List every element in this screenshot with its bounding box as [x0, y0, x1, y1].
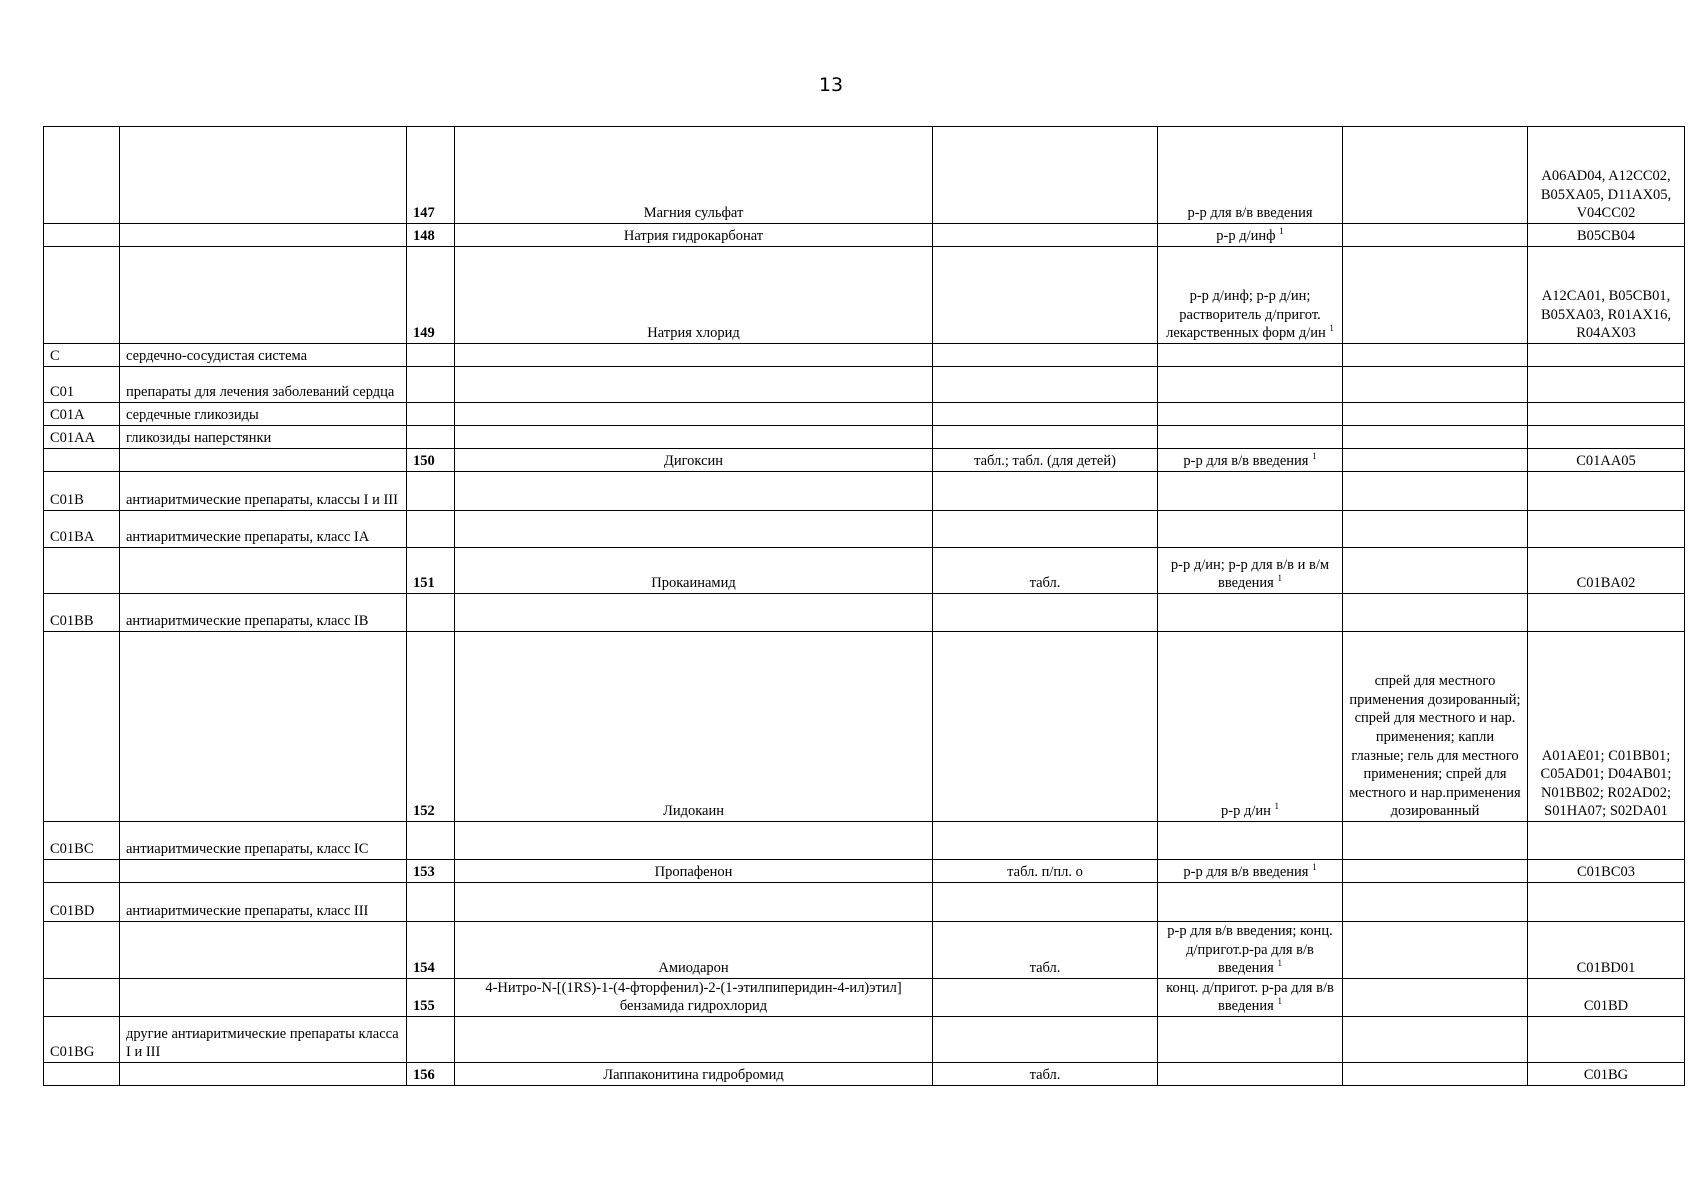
- drug-name: [455, 1062, 933, 1085]
- atc-group-code: [44, 449, 120, 472]
- atc-group-code: [44, 403, 120, 426]
- injection-forms-text: р-р для в/в введения: [1183, 453, 1309, 470]
- injection-forms-text: р-р д/инф; р-р д/ин; растворитель д/пригот. лекарственных форм д/ин: [1166, 288, 1326, 342]
- other-forms: [1343, 922, 1528, 979]
- atc-code: [1528, 860, 1685, 883]
- item-number-text: 151: [413, 575, 435, 592]
- item-number: [407, 403, 455, 426]
- item-number: [407, 632, 455, 822]
- atc-group-code: [44, 594, 120, 632]
- drug-name-text: 4-Нитро-N-[(1RS)-1-(4-фторфенил)-2-(1-этилпиперидин-4-ил)этил] бензамида гидрохлорид: [485, 979, 902, 1015]
- atc-group-name: [120, 632, 407, 822]
- atc-code: [1528, 548, 1685, 594]
- oral-forms: [933, 883, 1158, 922]
- item-number: [407, 449, 455, 472]
- injection-forms: [1158, 472, 1343, 511]
- item-number-text: 148: [413, 228, 435, 245]
- injection-forms: [1158, 127, 1343, 224]
- table-row: [44, 548, 1685, 594]
- atc-group-code: [44, 1062, 120, 1085]
- item-number: [407, 344, 455, 367]
- atc-group-name: [120, 472, 407, 511]
- injection-forms-text: р-р д/ин: [1220, 803, 1271, 820]
- footnote-marker: 1: [1277, 996, 1282, 1007]
- other-forms: [1343, 472, 1528, 511]
- oral-forms: [933, 1062, 1158, 1085]
- atc-group-name-text: препараты для лечения заболеваний сердца: [126, 384, 395, 401]
- atc-group-name: [120, 1062, 407, 1085]
- atc-group-code: [44, 224, 120, 247]
- atc-group-code: [44, 247, 120, 344]
- item-number-text: 156: [413, 1067, 435, 1084]
- atc-code: [1528, 224, 1685, 247]
- drug-name: [455, 224, 933, 247]
- drug-name: [455, 594, 933, 632]
- item-number: [407, 127, 455, 224]
- drug-name-text: Амиодарон: [658, 960, 729, 977]
- atc-group-name: [120, 449, 407, 472]
- oral-forms: [933, 472, 1158, 511]
- atc-group-code-text: C01AA: [50, 430, 96, 447]
- footnote-marker: 1: [1312, 862, 1317, 873]
- atc-group-name-text: антиаритмические препараты, класс IA: [126, 529, 370, 546]
- atc-group-name: [120, 344, 407, 367]
- item-number: [407, 860, 455, 883]
- atc-code-text: B05CB04: [1576, 228, 1635, 245]
- injection-forms: [1158, 403, 1343, 426]
- other-forms: [1343, 449, 1528, 472]
- atc-group-code-text: C01BB: [50, 613, 94, 630]
- atc-code-text: C01BG: [1583, 1067, 1629, 1084]
- item-number-text: 152: [413, 803, 435, 820]
- atc-group-code: [44, 632, 120, 822]
- atc-code: [1528, 127, 1685, 224]
- table-row: [44, 127, 1685, 224]
- item-number: [407, 883, 455, 922]
- atc-code: [1528, 594, 1685, 632]
- table-row: [44, 632, 1685, 822]
- atc-code: [1528, 247, 1685, 344]
- oral-forms: [933, 247, 1158, 344]
- table-row: [44, 511, 1685, 548]
- drug-name-text: Натрия хлорид: [647, 325, 740, 342]
- other-forms: [1343, 367, 1528, 403]
- atc-code: [1528, 1016, 1685, 1062]
- drug-name: [455, 449, 933, 472]
- footnote-marker: 1: [1312, 451, 1317, 462]
- table-row: [44, 367, 1685, 403]
- drug-name: [455, 344, 933, 367]
- injection-forms: [1158, 449, 1343, 472]
- drug-name: [455, 1016, 933, 1062]
- atc-group-name: [120, 247, 407, 344]
- injection-forms: [1158, 822, 1343, 860]
- item-number-text: 150: [413, 453, 435, 470]
- injection-forms: [1158, 344, 1343, 367]
- injection-forms: [1158, 632, 1343, 822]
- injection-forms-text: р-р для в/в введения: [1183, 864, 1309, 881]
- table-row: [44, 978, 1685, 1016]
- oral-forms: [933, 978, 1158, 1016]
- oral-forms: [933, 426, 1158, 449]
- atc-group-name: [120, 367, 407, 403]
- item-number: [407, 247, 455, 344]
- atc-group-name-text: другие антиаритмические препараты класса I и III: [126, 1025, 399, 1061]
- injection-forms: [1158, 1016, 1343, 1062]
- other-forms: [1343, 822, 1528, 860]
- drug-name: [455, 548, 933, 594]
- drug-name: [455, 978, 933, 1016]
- other-forms: [1343, 594, 1528, 632]
- atc-code: [1528, 632, 1685, 822]
- atc-group-name-text: антиаритмические препараты, класс IB: [126, 613, 369, 630]
- atc-group-name-text: антиаритмические препараты, класс IC: [126, 841, 369, 858]
- table-row: [44, 1016, 1685, 1062]
- atc-group-code: [44, 127, 120, 224]
- injection-forms: [1158, 548, 1343, 594]
- atc-code-text: A06AD04, A12CC02, B05XA05, D11AX05, V04CC02: [1540, 168, 1672, 222]
- other-forms: [1343, 1062, 1528, 1085]
- drug-name: [455, 472, 933, 511]
- atc-group-name: [120, 883, 407, 922]
- oral-forms: [933, 344, 1158, 367]
- injection-forms: [1158, 224, 1343, 247]
- atc-code-text: C01BC03: [1576, 864, 1635, 881]
- table-row: [44, 822, 1685, 860]
- drug-name: [455, 426, 933, 449]
- item-number: [407, 472, 455, 511]
- other-forms: [1343, 224, 1528, 247]
- atc-group-code: [44, 978, 120, 1016]
- drug-name-text: Пропафенон: [654, 864, 733, 881]
- atc-group-name: [120, 1016, 407, 1062]
- injection-forms: [1158, 511, 1343, 548]
- other-forms: [1343, 247, 1528, 344]
- atc-group-name-text: сердечно-сосудистая система: [126, 348, 308, 365]
- table-row: [44, 922, 1685, 979]
- footnote-marker: 1: [1329, 323, 1334, 334]
- atc-group-code: [44, 1016, 120, 1062]
- other-forms: [1343, 344, 1528, 367]
- atc-code: [1528, 922, 1685, 979]
- item-number: [407, 367, 455, 403]
- drug-name: [455, 127, 933, 224]
- footnote-marker: 1: [1274, 801, 1279, 812]
- drug-name: [455, 367, 933, 403]
- table-row: [44, 426, 1685, 449]
- atc-code-text: C01BA02: [1576, 575, 1636, 592]
- atc-code-text: C01BD: [1583, 998, 1629, 1015]
- item-number: [407, 224, 455, 247]
- drug-name-text: Лаппаконитина гидробромид: [603, 1067, 784, 1084]
- injection-forms: [1158, 922, 1343, 979]
- table-row: [44, 344, 1685, 367]
- drug-name: [455, 822, 933, 860]
- other-forms: [1343, 403, 1528, 426]
- atc-code: [1528, 883, 1685, 922]
- drug-list-table: [43, 126, 1685, 1086]
- atc-code-text: A12CA01, B05CB01, B05XA03, R01AX16, R04AX03: [1540, 288, 1672, 342]
- other-forms: [1343, 883, 1528, 922]
- atc-group-name: [120, 822, 407, 860]
- page-number: 13: [818, 74, 844, 96]
- oral-forms: [933, 632, 1158, 822]
- atc-group-name-text: гликозиды наперстянки: [126, 430, 272, 447]
- atc-group-code: [44, 822, 120, 860]
- atc-code-text: C01AA05: [1576, 453, 1636, 470]
- atc-group-code: [44, 860, 120, 883]
- atc-group-name: [120, 403, 407, 426]
- drug-name: [455, 632, 933, 822]
- injection-forms: [1158, 367, 1343, 403]
- atc-group-code: [44, 548, 120, 594]
- oral-forms-text: табл.: [1029, 575, 1061, 592]
- atc-group-name: [120, 594, 407, 632]
- table-row: [44, 224, 1685, 247]
- oral-forms: [933, 367, 1158, 403]
- drug-name: [455, 511, 933, 548]
- atc-code-text: C01BD01: [1576, 960, 1636, 977]
- drug-name: [455, 922, 933, 979]
- item-number: [407, 922, 455, 979]
- item-number: [407, 511, 455, 548]
- injection-forms: [1158, 247, 1343, 344]
- other-forms: [1343, 978, 1528, 1016]
- atc-group-code-text: C01BC: [50, 841, 94, 858]
- injection-forms-text: конц. д/пригот. р-ра для в/в введения: [1166, 979, 1334, 1015]
- atc-group-code-text: C01B: [50, 492, 84, 509]
- atc-group-code-text: C01BD: [50, 903, 95, 920]
- injection-forms-text: р-р для в/в введения: [1187, 205, 1313, 222]
- other-forms: [1343, 632, 1528, 822]
- item-number-text: 154: [413, 960, 435, 977]
- injection-forms-text: р-р д/ин; р-р для в/в и в/м введения: [1170, 556, 1330, 592]
- oral-forms: [933, 511, 1158, 548]
- atc-group-name-text: антиаритмические препараты, класс III: [126, 903, 369, 920]
- atc-code: [1528, 472, 1685, 511]
- injection-forms: [1158, 1062, 1343, 1085]
- item-number-text: 155: [413, 998, 435, 1015]
- drug-name-text: Лидокаин: [662, 803, 724, 820]
- atc-group-code: [44, 426, 120, 449]
- footnote-marker: 1: [1277, 958, 1282, 969]
- other-forms: [1343, 860, 1528, 883]
- atc-group-name: [120, 548, 407, 594]
- table-row: [44, 472, 1685, 511]
- drug-name: [455, 860, 933, 883]
- atc-group-code-text: C01A: [50, 407, 85, 424]
- item-number: [407, 822, 455, 860]
- atc-code: [1528, 511, 1685, 548]
- atc-code: [1528, 426, 1685, 449]
- atc-group-name: [120, 511, 407, 548]
- drug-name-text: Натрия гидрокарбонат: [623, 228, 764, 245]
- other-forms: [1343, 548, 1528, 594]
- atc-group-name: [120, 860, 407, 883]
- table-row: [44, 860, 1685, 883]
- atc-group-code: [44, 367, 120, 403]
- oral-forms: [933, 822, 1158, 860]
- table-row: [44, 247, 1685, 344]
- atc-group-name: [120, 224, 407, 247]
- other-forms: [1343, 511, 1528, 548]
- drug-name: [455, 403, 933, 426]
- table-row: [44, 883, 1685, 922]
- other-forms: [1343, 1016, 1528, 1062]
- atc-group-code: [44, 472, 120, 511]
- atc-group-code-text: C01BG: [50, 1044, 95, 1061]
- oral-forms: [933, 1016, 1158, 1062]
- oral-forms: [933, 548, 1158, 594]
- atc-group-name-text: сердечные гликозиды: [126, 407, 259, 424]
- injection-forms: [1158, 860, 1343, 883]
- atc-code: [1528, 403, 1685, 426]
- item-number-text: 147: [413, 205, 435, 222]
- atc-code: [1528, 344, 1685, 367]
- oral-forms-text: табл.; табл. (для детей): [974, 453, 1116, 470]
- atc-code: [1528, 978, 1685, 1016]
- injection-forms-text: р-р д/инф: [1216, 228, 1276, 245]
- oral-forms: [933, 860, 1158, 883]
- oral-forms: [933, 127, 1158, 224]
- oral-forms: [933, 449, 1158, 472]
- injection-forms: [1158, 426, 1343, 449]
- drug-name-text: Магния сульфат: [643, 205, 744, 222]
- footnote-marker: 1: [1277, 573, 1282, 584]
- oral-forms: [933, 922, 1158, 979]
- item-number: [407, 548, 455, 594]
- atc-group-code: [44, 511, 120, 548]
- atc-group-code: [44, 922, 120, 979]
- atc-group-code-text: C: [50, 348, 60, 365]
- table-row: [44, 403, 1685, 426]
- item-number: [407, 1016, 455, 1062]
- atc-group-code: [44, 344, 120, 367]
- atc-code: [1528, 822, 1685, 860]
- item-number: [407, 426, 455, 449]
- item-number-text: 149: [413, 325, 435, 342]
- item-number-text: 153: [413, 864, 435, 881]
- atc-group-name-text: антиаритмические препараты, классы I и III: [126, 492, 398, 509]
- oral-forms: [933, 403, 1158, 426]
- injection-forms: [1158, 883, 1343, 922]
- item-number: [407, 594, 455, 632]
- item-number: [407, 1062, 455, 1085]
- atc-group-name: [120, 978, 407, 1016]
- atc-group-code-text: C01BA: [50, 529, 95, 546]
- atc-code: [1528, 367, 1685, 403]
- atc-group-name: [120, 426, 407, 449]
- atc-code-text: A01AE01; C01BB01; C05AD01; D04AB01; N01BB02; R02AD02; S01HA07; S02DA01: [1540, 747, 1672, 820]
- drug-name-text: Прокаинамид: [651, 575, 736, 592]
- atc-group-code-text: C01: [50, 384, 75, 401]
- oral-forms: [933, 594, 1158, 632]
- other-forms-text: спрей для местного применения дозированный; спрей для местного и нар. применения; капли глазные; гель для местного применения; спрей для местного и нар.применения дозированный: [1349, 673, 1521, 820]
- table-row: [44, 1062, 1685, 1085]
- atc-code: [1528, 1062, 1685, 1085]
- injection-forms-text: р-р для в/в введения; конц. д/пригот.р-ра для в/в введения: [1167, 923, 1333, 977]
- injection-forms: [1158, 594, 1343, 632]
- drug-name: [455, 247, 933, 344]
- item-number: [407, 978, 455, 1016]
- other-forms: [1343, 426, 1528, 449]
- oral-forms-text: табл.: [1029, 960, 1061, 977]
- oral-forms-text: табл.: [1029, 1067, 1061, 1084]
- drug-name-text: Дигоксин: [663, 453, 724, 470]
- oral-forms: [933, 224, 1158, 247]
- atc-group-name: [120, 922, 407, 979]
- other-forms: [1343, 127, 1528, 224]
- injection-forms: [1158, 978, 1343, 1016]
- atc-group-name: [120, 127, 407, 224]
- drug-name: [455, 883, 933, 922]
- table-row: [44, 449, 1685, 472]
- atc-group-code: [44, 883, 120, 922]
- atc-code: [1528, 449, 1685, 472]
- table-row: [44, 594, 1685, 632]
- footnote-marker: 1: [1279, 226, 1284, 237]
- oral-forms-text: табл. п/пл. о: [1007, 864, 1083, 881]
